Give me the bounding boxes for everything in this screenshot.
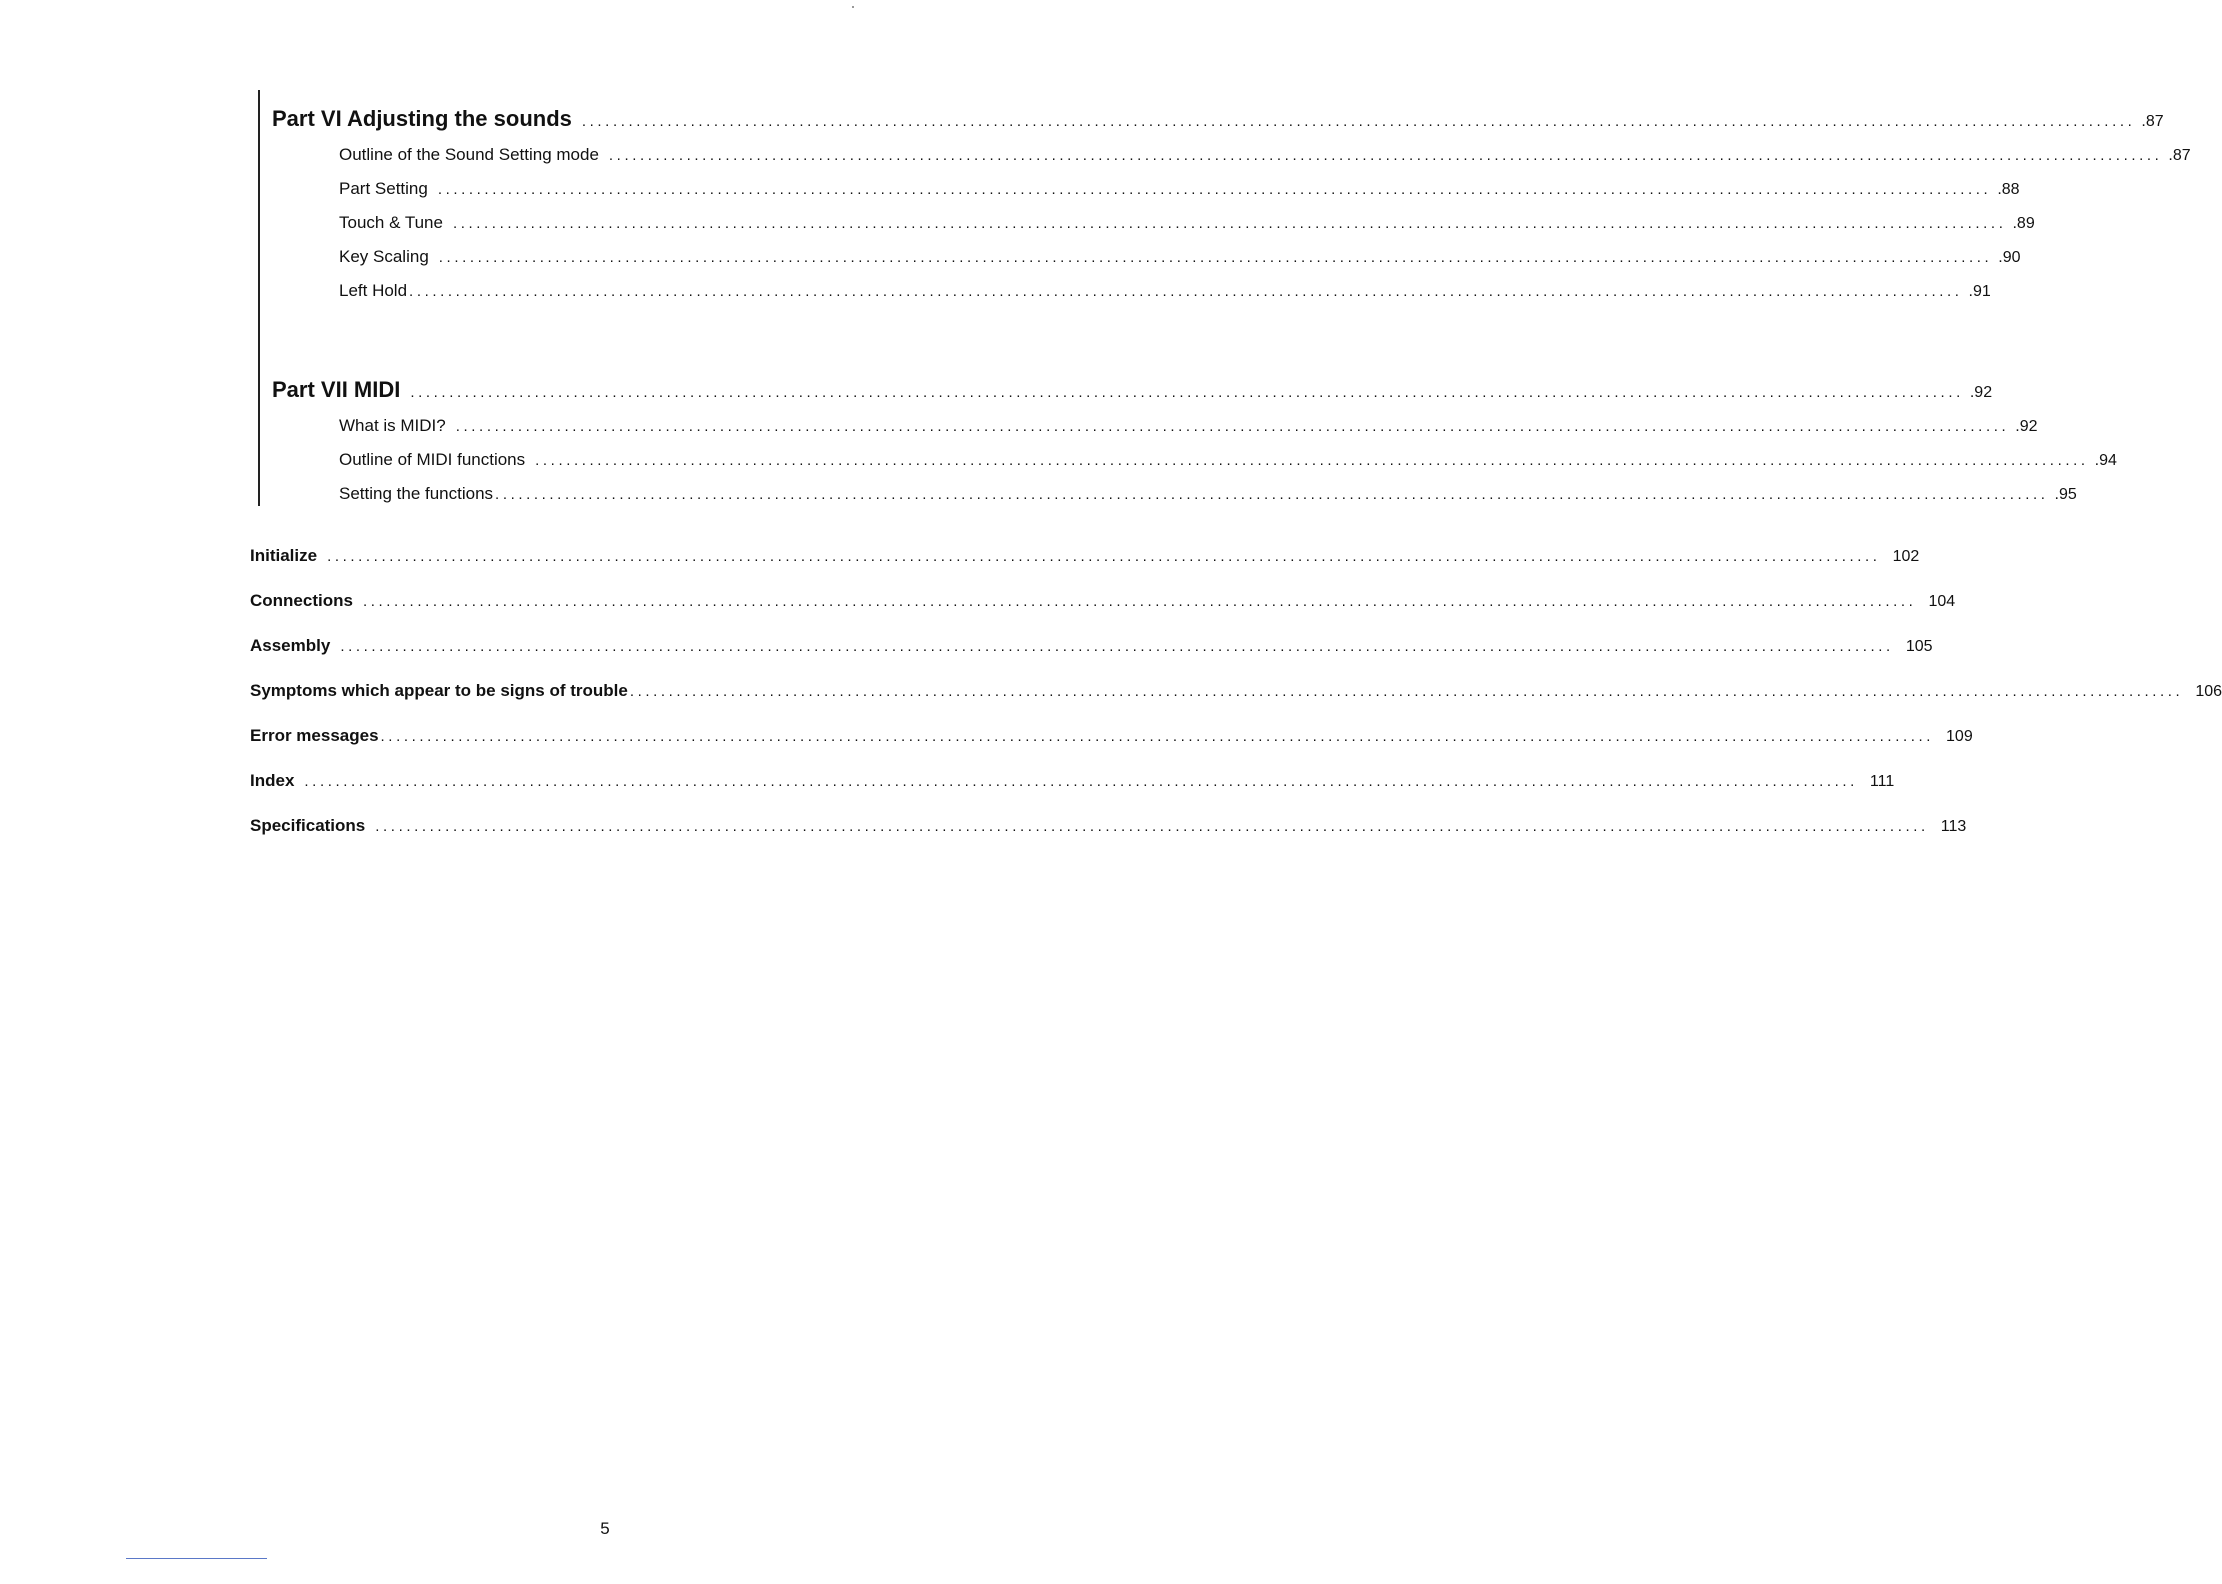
toc-part-heading[interactable] xyxy=(272,106,2164,132)
toc-leader-dots: ........................................................................................................................................................................................................ xyxy=(535,452,2089,469)
toc-entry-title: Touch & Tune xyxy=(339,213,443,232)
toc-entry-title: Error messages xyxy=(250,726,379,745)
toc-entry-title: Key Scaling xyxy=(339,247,429,266)
toc-page-number: 111 xyxy=(1869,773,1895,790)
toc-page-number: 113 xyxy=(1940,818,1967,835)
toc-page-number: .92 xyxy=(1969,384,1993,401)
toc-page-number: .92 xyxy=(2015,418,2038,435)
toc-entry-title: Assembly xyxy=(250,636,331,655)
toc-page-number: 109 xyxy=(1946,728,1973,745)
toc-back-entry[interactable] xyxy=(250,816,1967,836)
section-bracket-line xyxy=(258,90,260,506)
toc-leader-dots: ........................................................................................................................................................................................................ xyxy=(437,181,1992,198)
toc-leader-dots: ........................................................................................................................................................................................................ xyxy=(409,283,1963,300)
toc-leader-dots: ........................................................................................................................................................................................................ xyxy=(608,147,2163,164)
toc-leader-dots: ........................................................................................................................................................................................................ xyxy=(495,486,2049,503)
toc-entry[interactable] xyxy=(339,145,2191,165)
toc-back-entry[interactable] xyxy=(250,636,1933,656)
toc-page-number: .94 xyxy=(2094,452,2117,469)
toc-page-number: .90 xyxy=(1998,249,2021,266)
toc-leader-dots: ........................................................................................................................................................................................................ xyxy=(410,384,1964,401)
toc-entry[interactable] xyxy=(339,281,1991,301)
toc-entry-title: Outline of the Sound Setting mode xyxy=(339,145,599,164)
toc-page-number: .95 xyxy=(2054,486,2077,503)
toc-back-entry[interactable] xyxy=(250,591,1956,611)
toc-entry-title: Setting the functions xyxy=(339,484,494,503)
toc-page-number: .89 xyxy=(2012,215,2035,232)
toc-entry-title: Index xyxy=(250,771,295,790)
toc-entry-title: Initialize xyxy=(250,546,318,565)
toc-page-number: .87 xyxy=(2168,147,2191,164)
toc-leader-dots: ........................................................................................................................................................................................................ xyxy=(362,593,1917,610)
toc-page-number: 106 xyxy=(2195,683,2222,700)
toc-entry[interactable] xyxy=(339,213,2035,233)
toc-leader-dots: ........................................................................................................................................................................................................ xyxy=(304,773,1858,790)
toc-leader-dots: ........................................................................................................................................................................................................ xyxy=(452,215,2007,232)
toc-entry[interactable] xyxy=(339,450,2117,470)
toc-entry[interactable] xyxy=(339,416,2038,436)
toc-entry[interactable] xyxy=(339,484,2077,504)
toc-entry-title: Outline of MIDI functions xyxy=(339,450,526,469)
toc-leader-dots: ........................................................................................................................................................................................................ xyxy=(455,418,2010,435)
toc-entry-title: What is MIDI? xyxy=(339,416,446,435)
toc-entry[interactable] xyxy=(339,247,2021,267)
toc-entry-title: Specifications xyxy=(250,816,366,835)
toc-leader-dots: ........................................................................................................................................................................................................ xyxy=(380,728,1935,745)
scan-speck xyxy=(852,6,854,8)
toc-part-title: Part VI Adjusting the sounds xyxy=(272,106,572,131)
toc-leader-dots: ........................................................................................................................................................................................................ xyxy=(327,548,1881,565)
toc-back-entry[interactable] xyxy=(250,681,2222,701)
toc-page-number: .87 xyxy=(2141,113,2164,130)
toc-back-entry[interactable] xyxy=(250,771,1895,791)
toc-page-number: 104 xyxy=(1928,593,1956,610)
toc-entry-title: Left Hold xyxy=(339,281,408,300)
toc-page-number: 102 xyxy=(1892,548,1920,565)
toc-part-heading[interactable] xyxy=(272,377,1993,403)
toc-page-number: .91 xyxy=(1968,283,1991,300)
toc-entry-title: Part Setting xyxy=(339,179,428,198)
footer-page-number: 5 xyxy=(600,1519,610,1538)
toc-entry-title: Symptoms which appear to be signs of trouble xyxy=(250,681,628,700)
toc-leader-dots: ........................................................................................................................................................................................................ xyxy=(438,249,1993,266)
toc-leader-dots: ........................................................................................................................................................................................................ xyxy=(375,818,1929,835)
toc-back-entry[interactable] xyxy=(250,546,1920,566)
toc-entry-title: Connections xyxy=(250,591,353,610)
bottom-rule xyxy=(126,1558,267,1559)
toc-leader-dots: ........................................................................................................................................................................................................ xyxy=(629,683,2184,700)
toc-page-number: 105 xyxy=(1905,638,1933,655)
toc-leader-dots: ........................................................................................................................................................................................................ xyxy=(581,113,2136,130)
toc-part-title: Part VII MIDI xyxy=(272,377,401,402)
toc-page-number: .88 xyxy=(1997,181,2020,198)
toc-entry[interactable] xyxy=(339,179,2020,199)
toc-back-entry[interactable] xyxy=(250,726,1973,746)
toc-leader-dots: ........................................................................................................................................................................................................ xyxy=(340,638,1894,655)
